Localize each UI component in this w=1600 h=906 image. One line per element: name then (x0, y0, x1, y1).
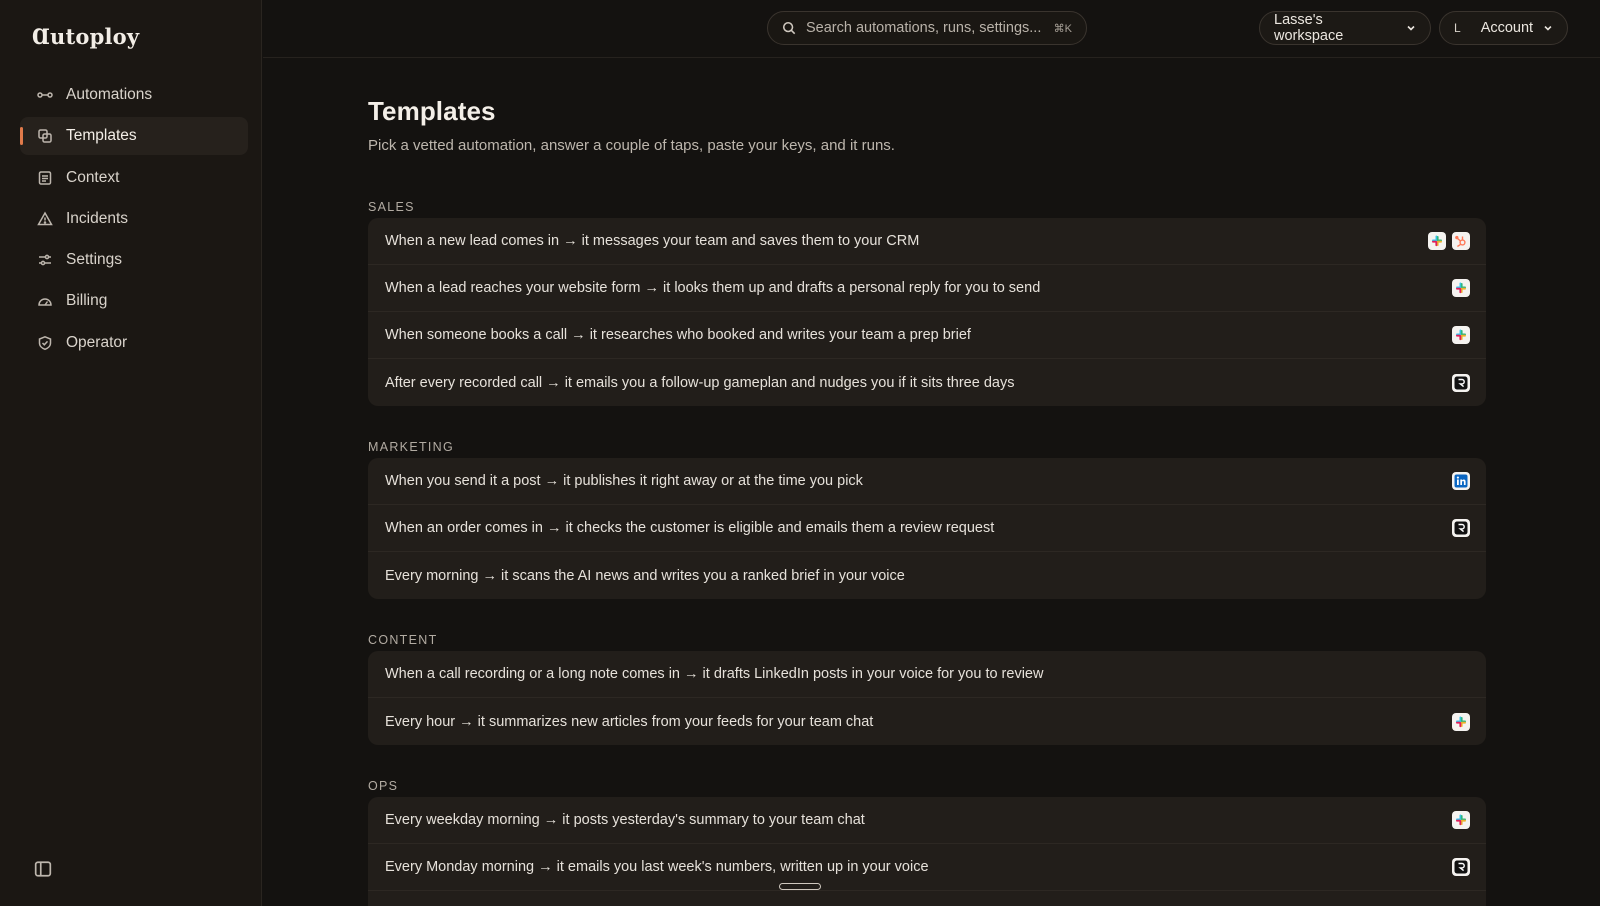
template-description: After every recorded call → it emails you a follow-up gameplan and nudges you if it sits three days (385, 374, 1015, 391)
integration-icons (1428, 232, 1470, 250)
template-description: Every weekday morning → it posts yesterday's summary to your team chat (385, 812, 865, 828)
sidebar (0, 0, 262, 906)
template-description: When a new lead comes in → it messages your team and saves them to your CRM (385, 233, 920, 249)
page-title: Templates (368, 96, 496, 126)
account-label: Account (1480, 20, 1534, 36)
avatar: L (1454, 21, 1461, 35)
slack-icon (1428, 232, 1446, 250)
sidebar-item-label: Settings (66, 251, 123, 269)
template-row[interactable] (368, 891, 1486, 906)
slack-icon (1452, 326, 1470, 344)
account-menu[interactable] (1439, 11, 1568, 45)
template-list-ops (368, 797, 1486, 906)
resend-icon (1452, 519, 1470, 537)
sidebar-item-incidents[interactable] (20, 200, 248, 238)
page-subtitle: Pick a vetted automation, answer a couple of taps, paste your keys, and it runs. (368, 137, 895, 154)
template-list-content (368, 651, 1486, 745)
template-row[interactable] (368, 552, 1486, 599)
template-row[interactable] (368, 359, 1486, 406)
sidebar-item-operator[interactable] (20, 324, 248, 362)
template-row[interactable] (368, 844, 1486, 891)
chevron-down-icon (1543, 23, 1553, 33)
sidebar-item-settings[interactable] (20, 241, 248, 279)
template-row[interactable] (368, 698, 1486, 745)
integration-icons (1452, 858, 1470, 876)
hubspot-icon (1452, 232, 1470, 250)
linkedin-icon (1452, 472, 1470, 490)
template-row[interactable] (368, 218, 1486, 265)
integration-icons (1452, 472, 1470, 490)
shield-icon (36, 334, 54, 352)
workspace-name: Lasse's workspace (1274, 12, 1344, 44)
template-list-sales (368, 218, 1486, 406)
sidebar-toggle-icon[interactable] (34, 860, 52, 876)
template-description: Every morning → it scans the AI news and writes you a ranked brief in your voice (385, 567, 905, 584)
category-label-ops: OPS (368, 779, 399, 793)
search-input[interactable] (767, 11, 1087, 45)
template-description: When a lead reaches your website form → it looks them up and drafts a personal reply for you to send (385, 280, 1041, 296)
slack-icon (1452, 713, 1470, 731)
integration-icons (1452, 326, 1470, 344)
category-label-marketing: MARKETING (368, 440, 455, 454)
template-row[interactable] (368, 505, 1486, 552)
main-content (368, 96, 1486, 875)
integration-icons (1452, 374, 1470, 392)
search-icon (782, 21, 796, 35)
sidebar-item-label: Context (66, 168, 120, 186)
integration-icons (1452, 279, 1470, 297)
scroll-handle[interactable] (779, 883, 821, 890)
template-description: When a call recording or a long note comes in → it drafts LinkedIn posts in your voice for you to review (385, 666, 1044, 682)
template-description: When an order comes in → it checks the customer is eligible and emails them a review request (385, 520, 995, 536)
gauge-icon (36, 292, 54, 310)
category-label-content: CONTENT (368, 633, 438, 647)
context-icon (36, 169, 54, 187)
sliders-icon (36, 251, 54, 269)
sidebar-item-label: Operator (66, 333, 128, 351)
integration-icons (1452, 713, 1470, 731)
slack-icon (1452, 811, 1470, 829)
warning-icon (36, 210, 54, 228)
template-row[interactable] (368, 458, 1486, 505)
sidebar-item-label: Incidents (66, 209, 129, 227)
template-row[interactable] (368, 265, 1486, 312)
top-bar (263, 0, 1600, 58)
search-placeholder: Search automations, runs, settings... (806, 20, 1042, 36)
template-row[interactable] (368, 651, 1486, 698)
template-row[interactable] (368, 312, 1486, 359)
sidebar-item-context[interactable] (20, 159, 248, 197)
template-list-marketing (368, 458, 1486, 599)
template-description: When someone books a call → it researches who booked and writes your team a prep brief (385, 327, 971, 343)
template-row[interactable] (368, 797, 1486, 844)
sidebar-item-label: Billing (66, 292, 108, 310)
template-description: Every Monday morning → it emails you last week's numbers, written up in your voice (385, 859, 929, 875)
integration-icons (1452, 811, 1470, 829)
chevron-down-icon (1406, 23, 1416, 33)
sidebar-item-label: Automations (66, 86, 153, 103)
template-description: Every hour → it summarizes new articles from your feeds for your team chat (385, 713, 874, 730)
workspace-switcher[interactable] (1259, 11, 1431, 45)
templates-icon (36, 127, 54, 145)
sidebar-nav (20, 76, 248, 365)
sidebar-item-templates[interactable] (20, 117, 248, 155)
category-label-sales: SALES (368, 200, 415, 214)
resend-icon (1452, 858, 1470, 876)
app-logo[interactable]: Ɑutoploy (32, 24, 140, 49)
automations-icon (36, 86, 54, 104)
sidebar-item-label: Templates (66, 127, 137, 145)
sidebar-item-billing[interactable] (20, 282, 248, 320)
slack-icon (1452, 279, 1470, 297)
template-description: When you send it a post → it publishes it right away or at the time you pick (385, 473, 863, 489)
resend-icon (1452, 374, 1470, 392)
search-shortcut: ⌘K (1053, 22, 1072, 35)
sidebar-item-automations[interactable] (20, 76, 248, 114)
integration-icons (1452, 519, 1470, 537)
